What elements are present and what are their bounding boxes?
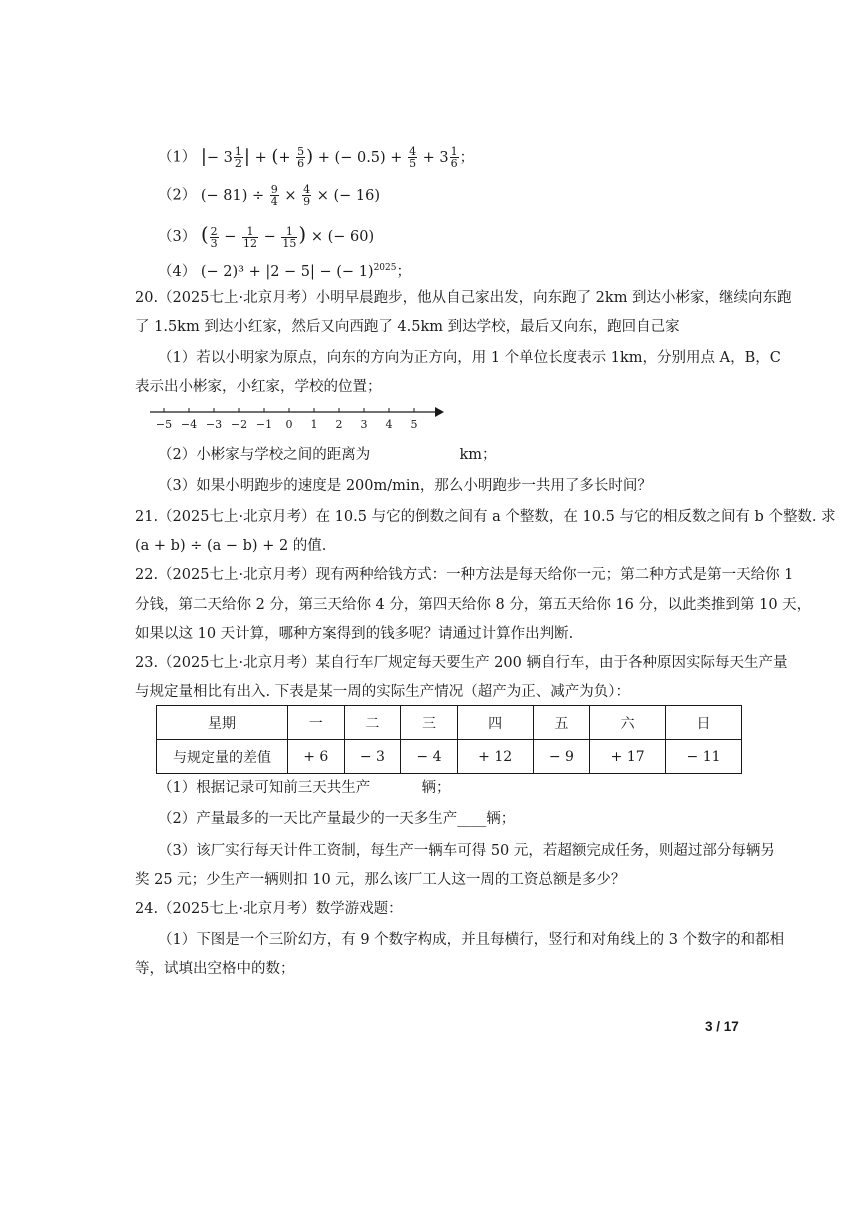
number-line-tick-label: 5 [410, 418, 418, 431]
q24-part1-a: （1）下图是一个三阶幻方，有 9 个数字构成，并且每横行，竖行和对角线上的 3 个数字的和都相 [158, 932, 785, 948]
q24-part1-b: 等，试填出空格中的数； [135, 961, 295, 977]
table-header-cell: 二 [344, 706, 401, 740]
q24-head: 24.（2025七上·北京月考）数学游戏题： [135, 901, 403, 917]
table-header-cell: 六 [590, 706, 666, 740]
q22-line2: 分钱，第二天给你 2 分，第三天给你 4 分，第四天给你 8 分，第五天给你 16 分，以此类推到第 10 天， [135, 597, 812, 613]
q20-head: 20.（2025七上·北京月考）小明早晨跑步，他从自己家出发，向东跑了 2km 到达小彬家，继续向东跑 [135, 290, 792, 306]
q23-line1: 23.（2025七上·北京月考）某自行车厂规定每天要生产 200 辆自行车，由于各种原因实际每天生产量 [135, 655, 788, 671]
q19-part3-label: （3） [158, 229, 197, 245]
q19-part4-label: （4） [158, 263, 197, 280]
q23-part2: （2）产量最多的一天比产量最少的一天多生产____辆； [158, 811, 516, 827]
table-header-cell: 三 [401, 706, 458, 740]
number-line-tick-label: −1 [255, 418, 273, 431]
q19-part1-label: （1） [158, 149, 197, 166]
table-cell: − 9 [533, 740, 590, 774]
number-line-tick-label: 0 [285, 418, 293, 431]
table-header-cell: 四 [457, 706, 533, 740]
table-cell: − 4 [401, 740, 458, 774]
q22-line3: 如果以这 10 天计算，哪种方案得到的钱多呢？请通过计算作出判断. [135, 626, 574, 642]
q21-line1: 21.（2025七上·北京月考）在 10.5 与它的倒数之间有 a 个整数，在 10.5 与它的相反数之间有 b 个整数. 求 [135, 509, 836, 525]
number-line-tick-label: 4 [385, 418, 393, 431]
table-cell: + 17 [590, 740, 666, 774]
q20-part2-text: （2）小彬家与学校之间的距离为 [158, 447, 371, 463]
number-line-arrow-icon [435, 407, 444, 417]
number-line [148, 402, 448, 436]
number-line-tick-label: −3 [205, 418, 223, 431]
table-row-label: 与规定量的差值 [157, 740, 288, 774]
q19-part3 [158, 224, 374, 249]
page-number: 3 / 17 [705, 1019, 739, 1034]
table-cell: − 11 [666, 740, 742, 774]
q19-part2-label: （2） [158, 187, 197, 204]
table-header-cell: 一 [288, 706, 345, 740]
q19-part1 [158, 146, 474, 169]
q19-part2-expression: (− 81) ÷ $\frac{9}{4}$ × $\frac{4}{9}$ × (− 16) [200, 183, 381, 208]
table-header-row [157, 706, 742, 740]
number-line-tick-label: −5 [155, 418, 173, 431]
q20-part1-b: 表示出小彬家，小红家，学校的位置； [135, 379, 382, 395]
q19-part1-expression: |− 3 $\frac{1}{2}$ | + (+ $\frac{5}{6}$ ) + (− 0.5) + $\frac{4}{5}$ + 3 $\frac{1}{6}$ ； [200, 145, 475, 170]
q19-part2 [158, 184, 380, 207]
q19-part4-expression: (− 2)³ + |2 − 5| − (− 1)$^{2025}$； [200, 263, 411, 280]
table-header-cell: 日 [666, 706, 742, 740]
q19-part3-expression: ( $\frac{2}{3}$ − $\frac{1}{12}$ − $\frac{1}{15}$ ) × (− 60) [200, 222, 375, 250]
q23-part3-a: （3）该厂实行每天计件工资制，每生产一辆车可得 50 元，若超额完成任务，则超过部分每辆另 [158, 843, 775, 859]
number-line-tick-label: 3 [360, 418, 368, 431]
q19-part4 [158, 258, 411, 282]
table-header-cell: 星期 [157, 706, 288, 740]
number-line-tick-label: 2 [335, 418, 343, 431]
table-header-cell: 五 [533, 706, 590, 740]
q20-part2-unit: km； [459, 447, 497, 463]
q23-line2: 与规定量相比有出入. 下表是某一周的实际生产情况（超产为正、减产为负）： [135, 684, 630, 700]
q20-part1-a: （1）若以小明家为原点，向东的方向为正方向，用 1 个单位长度表示 1km，分别用点 A，B，C [158, 350, 781, 366]
production-table [156, 705, 742, 774]
table-cell: + 6 [288, 740, 345, 774]
number-line-tick-label: 1 [310, 418, 318, 431]
q20-part2 [158, 445, 497, 465]
q23-part1 [158, 778, 450, 798]
number-line-tick-label: −2 [230, 418, 248, 431]
q23-part1-text: （1）根据记录可知前三天共生产 [158, 780, 371, 796]
q20-line2: 了 1.5km 到达小红家，然后又向西跑了 4.5km 到达学校，最后又向东，跑回自己家 [135, 319, 680, 335]
number-line-tick-label: −4 [180, 418, 198, 431]
q21-line2: (a + b) ÷ (a − b) + 2 的值. [135, 538, 327, 554]
q23-part1-unit: 辆； [421, 780, 451, 796]
table-cell: − 3 [344, 740, 401, 774]
q20-part3: （3）如果小明跑步的速度是 200m/min，那么小明跑步一共用了多长时间？ [158, 478, 652, 494]
table-row [157, 740, 742, 774]
table-cell: + 12 [457, 740, 533, 774]
q22-line1: 22.（2025七上·北京月考）现有两种给钱方式：一种方法是每天给你一元；第二种方式是第一天给你 1 [135, 567, 794, 583]
q23-part3-b: 奖 25 元；少生产一辆则扣 10 元，那么该厂工人这一周的工资总额是多少？ [135, 872, 626, 888]
